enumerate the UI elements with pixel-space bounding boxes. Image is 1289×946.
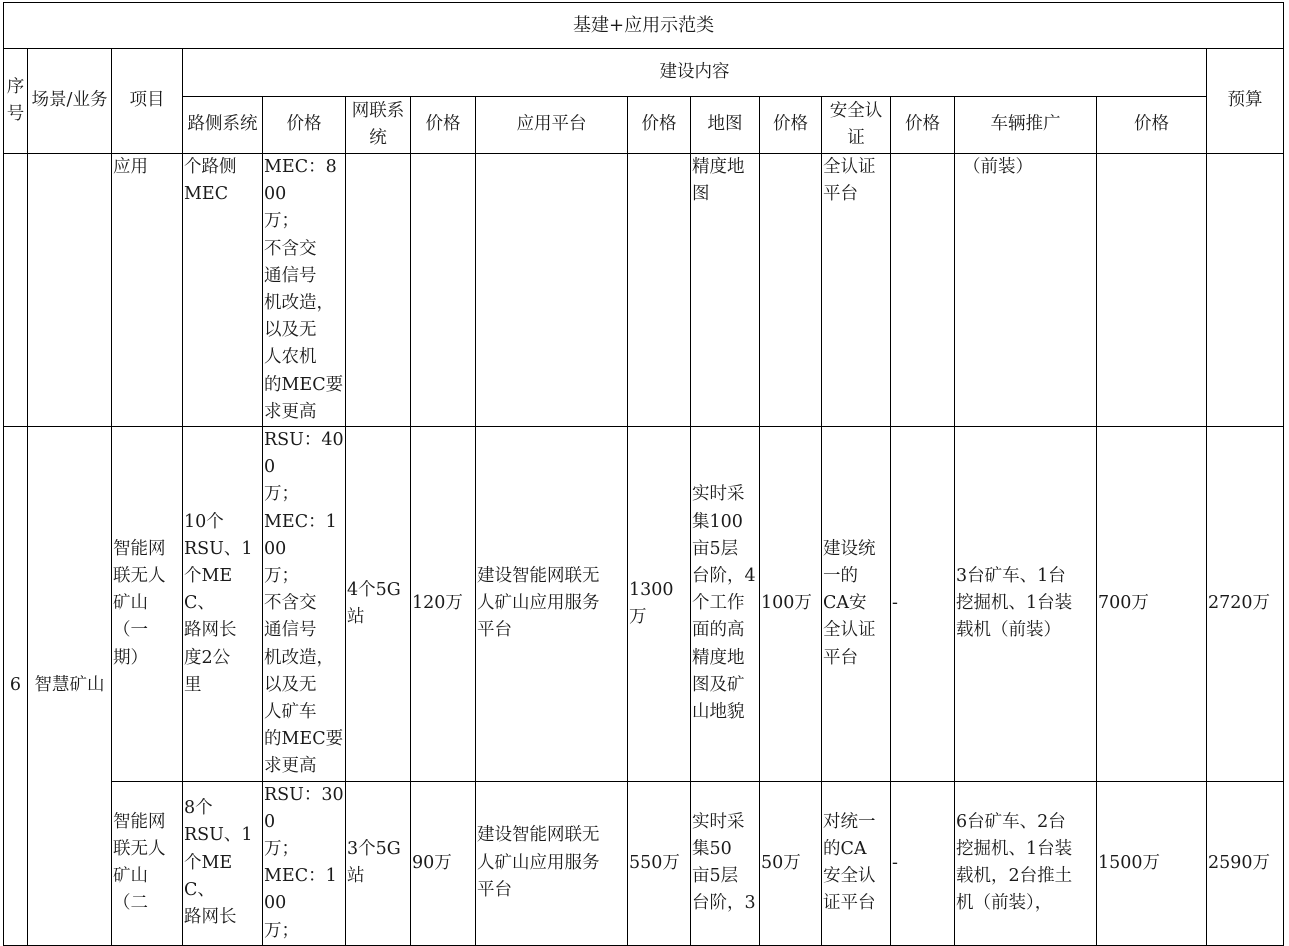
- header-price: 价格: [263, 97, 346, 154]
- table-row: [4, 154, 1284, 427]
- header-roadside: 路侧系统: [183, 97, 263, 154]
- roadside-price-cell: MEC：800 万； 不含交 通信号 机改造， 以及无 人农机 的MEC要 求更高: [263, 154, 346, 427]
- security-price-cell: -: [891, 781, 955, 945]
- vehicle-cell: 3台矿车、1台 挖掘机、1台装 载机（前装）: [955, 427, 1097, 782]
- platform-price-cell: [628, 154, 691, 427]
- security-price-cell: -: [891, 427, 955, 782]
- table-row: [4, 427, 1284, 782]
- roadside-price-cell: RSU：400 万； MEC：100 万； 不含交 通信号 机改造， 以及无 人矿车 的MEC要 求更高: [263, 427, 346, 782]
- roadside-cell: 10个 RSU、1 个MEC、 路网长 度2公 里: [183, 427, 263, 782]
- vehicle-price-cell: 1500万: [1097, 781, 1207, 945]
- map-price-cell: 50万: [760, 781, 822, 945]
- header-platform: 应用平台: [476, 97, 628, 154]
- security-cell: 对统一 的CA 安全认 证平台: [822, 781, 891, 945]
- header-price: 价格: [1097, 97, 1207, 154]
- map-price-cell: [760, 154, 822, 427]
- construction-table: [3, 2, 1284, 946]
- platform-cell: 建设智能网联无 人矿山应用服务 平台: [476, 427, 628, 782]
- header-project: 项目: [112, 49, 183, 154]
- header-scene: 场景/业务: [28, 49, 112, 154]
- network-cell: 4个5G 站: [346, 427, 411, 782]
- platform-price-cell: 1300 万: [628, 427, 691, 782]
- header-budget: 预算: [1207, 49, 1284, 154]
- network-price-cell: 90万: [411, 781, 476, 945]
- project-cell: 智能网 联无人 矿山 （一 期）: [112, 427, 183, 782]
- header-security: 安全认证: [822, 97, 891, 154]
- map-cell: 实时采 集50 亩5层 台阶，3: [691, 781, 760, 945]
- header-network: 网联系统: [346, 97, 411, 154]
- roadside-cell: 8个 RSU、1 个MEC、 路网长: [183, 781, 263, 945]
- header-vehicle: 车辆推广: [955, 97, 1097, 154]
- header-map: 地图: [691, 97, 760, 154]
- table-title: 基建+应用示范类: [4, 3, 1284, 49]
- security-price-cell: [891, 154, 955, 427]
- header-price: 价格: [411, 97, 476, 154]
- platform-cell: 建设智能网联无 人矿山应用服务 平台: [476, 781, 628, 945]
- budget-cell: [1207, 154, 1284, 427]
- project-cell: 应用: [112, 154, 183, 427]
- map-cell: 实时采 集100 亩5层 台阶，4 个工作 面的高 精度地 图及矿 山地貌: [691, 427, 760, 782]
- network-cell: 3个5G 站: [346, 781, 411, 945]
- roadside-price-cell: RSU：300 万； MEC：100 万；: [263, 781, 346, 945]
- vehicle-price-cell: [1097, 154, 1207, 427]
- vehicle-cell: （前装）: [955, 154, 1097, 427]
- table-row: [4, 781, 1284, 945]
- platform-cell: [476, 154, 628, 427]
- network-price-cell: 120万: [411, 427, 476, 782]
- network-price-cell: [411, 154, 476, 427]
- header-price: 价格: [760, 97, 822, 154]
- seq-cell: 6: [4, 427, 28, 946]
- roadside-cell: 个路侧 MEC: [183, 154, 263, 427]
- platform-price-cell: 550万: [628, 781, 691, 945]
- header-price: 价格: [891, 97, 955, 154]
- scene-cell: 智慧矿山: [28, 427, 112, 946]
- security-cell: 全认证 平台: [822, 154, 891, 427]
- vehicle-price-cell: 700万: [1097, 427, 1207, 782]
- budget-cell: 2590万: [1207, 781, 1284, 945]
- header-construction-content: 建设内容: [183, 49, 1207, 97]
- project-cell: 智能网 联无人 矿山 （二: [112, 781, 183, 945]
- map-cell: 精度地 图: [691, 154, 760, 427]
- scene-cell: [28, 154, 112, 427]
- security-cell: 建设统 一的 CA安 全认证 平台: [822, 427, 891, 782]
- header-seq: 序号: [4, 49, 28, 154]
- network-cell: [346, 154, 411, 427]
- map-price-cell: 100万: [760, 427, 822, 782]
- seq-cell: [4, 154, 28, 427]
- header-price: 价格: [628, 97, 691, 154]
- vehicle-cell: 6台矿车、2台 挖掘机、1台装 载机，2台推土 机（前装），: [955, 781, 1097, 945]
- budget-cell: 2720万: [1207, 427, 1284, 782]
